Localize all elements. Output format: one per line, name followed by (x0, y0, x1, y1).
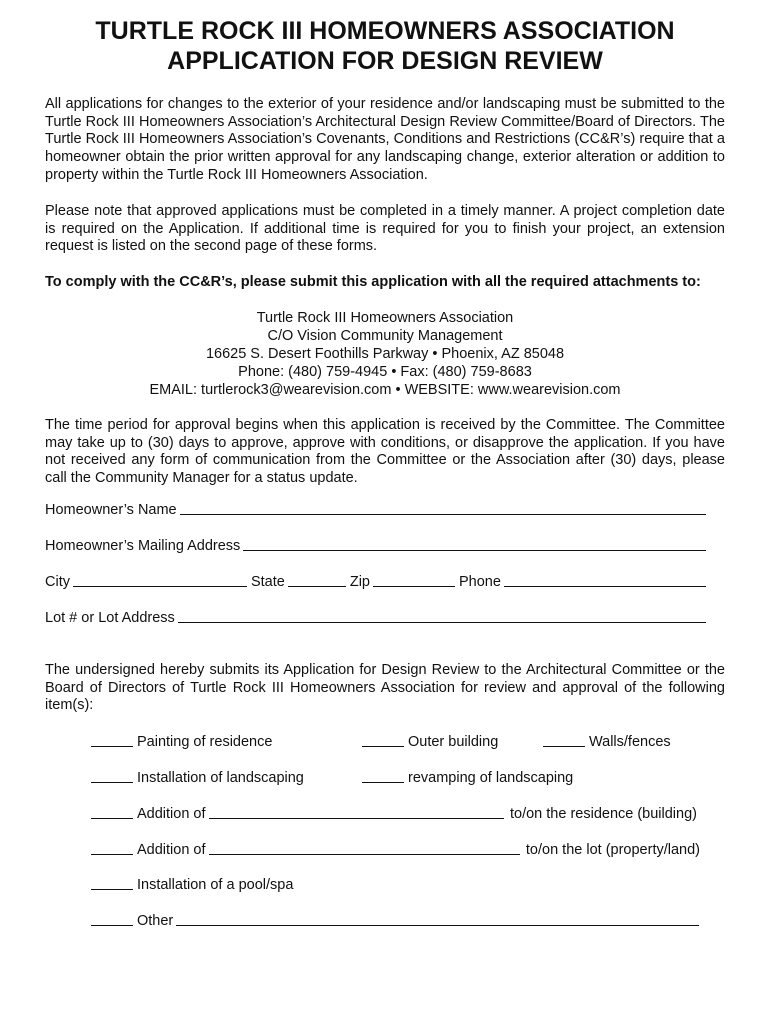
comply-instruction: To comply with the CC&R’s, please submit this application with all the required attachments to: (45, 274, 701, 290)
addition-building-checkbox-line[interactable] (91, 804, 133, 819)
submission-statement: The undersigned hereby submits its Application for Design Review to the Architectural Committee or the Board of Directors of Turtle Rock III Homeowners Association for review and approval of the following item(s): (45, 662, 725, 714)
city-state-zip-phone-row (45, 572, 707, 590)
walls-fences-label: Walls/fences (589, 734, 671, 750)
addition-lot-checkbox-line[interactable] (91, 840, 133, 855)
form-title-line2: APPLICATION FOR DESIGN REVIEW (167, 47, 603, 75)
city-label: City (45, 574, 70, 590)
other-checkbox-line[interactable] (91, 911, 133, 926)
state-label: State (250, 574, 285, 590)
city-field[interactable] (73, 572, 247, 587)
addition-building-label: Addition of (137, 806, 206, 822)
revamping-label: revamping of landscaping (408, 770, 574, 786)
addition-building-field[interactable] (209, 804, 504, 819)
zip-label: Zip (349, 574, 370, 590)
phone-fax: Phone: (480) 759-4945 • Fax: (480) 759-8683 (238, 364, 532, 380)
zip-field[interactable] (373, 572, 455, 587)
outer-building-checkbox-line[interactable] (362, 732, 404, 747)
homeowner-name-field[interactable] (180, 500, 706, 515)
outer-building-label: Outer building (408, 734, 499, 750)
timely-completion-paragraph: Please note that approved applications must be completed in a timely manner. A project completion date is required on the Application. If additional time is required for you to finish your project, an extension request is listed on the second page of these forms. (45, 203, 725, 255)
form-title-line1: TURTLE ROCK III HOMEOWNERS ASSOCIATION (95, 17, 675, 45)
addition-lot-field[interactable] (209, 840, 520, 855)
email-website: EMAIL: turtlerock3@wearevision.com • WEBSITE: www.wearevision.com (149, 382, 621, 398)
item-walls-fences (543, 732, 671, 750)
lot-address-label: Lot # or Lot Address (45, 610, 175, 626)
painting-checkbox-line[interactable] (91, 732, 133, 747)
addition-building-suffix: to/on the residence (building) (509, 806, 697, 822)
landscaping-label: Installation of landscaping (137, 770, 304, 786)
item-other (91, 911, 700, 929)
mailing-address-row (45, 536, 707, 554)
phone-field[interactable] (504, 572, 706, 587)
item-outer-building (362, 732, 498, 750)
mailing-address-field[interactable] (243, 536, 706, 551)
approval-period-paragraph: The time period for approval begins when this application is received by the Committee. The Committee may take up to (30) days to approve, approve with conditions, or disapprove the application. If you have not received any form of communication from the Committee or the Association after (30) days, please call the Community Manager for a status update. (45, 417, 725, 487)
lot-address-row (45, 608, 707, 626)
phone-label: Phone (459, 574, 501, 590)
mailing-address-label: Homeowner’s Mailing Address (45, 538, 241, 554)
item-addition-building (91, 804, 697, 822)
item-pool (91, 875, 293, 893)
intro-paragraph: All applications for changes to the exterior of your residence and/or landscaping must be submitted to the Turtle Rock III Homeowners Association’s Architectural Design Review Committee/Board of Directors. The Turtle Rock III Homeowners Association’s Covenants, Conditions and Restrictions (CC&R’s) require that a homeowner obtain the prior written approval for any landscaping change, exterior alteration or addition to property within the Turtle Rock III Homeowners Association. (45, 96, 725, 183)
street-address: 16625 S. Desert Foothills Parkway • Phoenix, AZ 85048 (205, 346, 565, 362)
item-addition-lot (91, 840, 700, 858)
item-landscaping (91, 768, 304, 786)
management-company: C/O Vision Community Management (267, 328, 503, 344)
item-painting (91, 732, 272, 750)
addition-lot-suffix: to/on the lot (property/land) (525, 842, 700, 858)
other-label: Other (137, 913, 174, 929)
revamping-checkbox-line[interactable] (362, 768, 404, 783)
hoa-name: Turtle Rock III Homeowners Association (256, 310, 514, 326)
lot-address-field[interactable] (178, 608, 706, 623)
pool-checkbox-line[interactable] (91, 875, 133, 890)
homeowner-name-label: Homeowner’s Name (45, 502, 177, 518)
state-field[interactable] (288, 572, 346, 587)
item-revamping (362, 768, 573, 786)
walls-fences-checkbox-line[interactable] (543, 732, 585, 747)
landscaping-checkbox-line[interactable] (91, 768, 133, 783)
pool-label: Installation of a pool/spa (137, 877, 294, 893)
other-field[interactable] (176, 911, 699, 926)
addition-lot-label: Addition of (137, 842, 206, 858)
homeowner-name-row (45, 500, 707, 518)
painting-label: Painting of residence (137, 734, 273, 750)
